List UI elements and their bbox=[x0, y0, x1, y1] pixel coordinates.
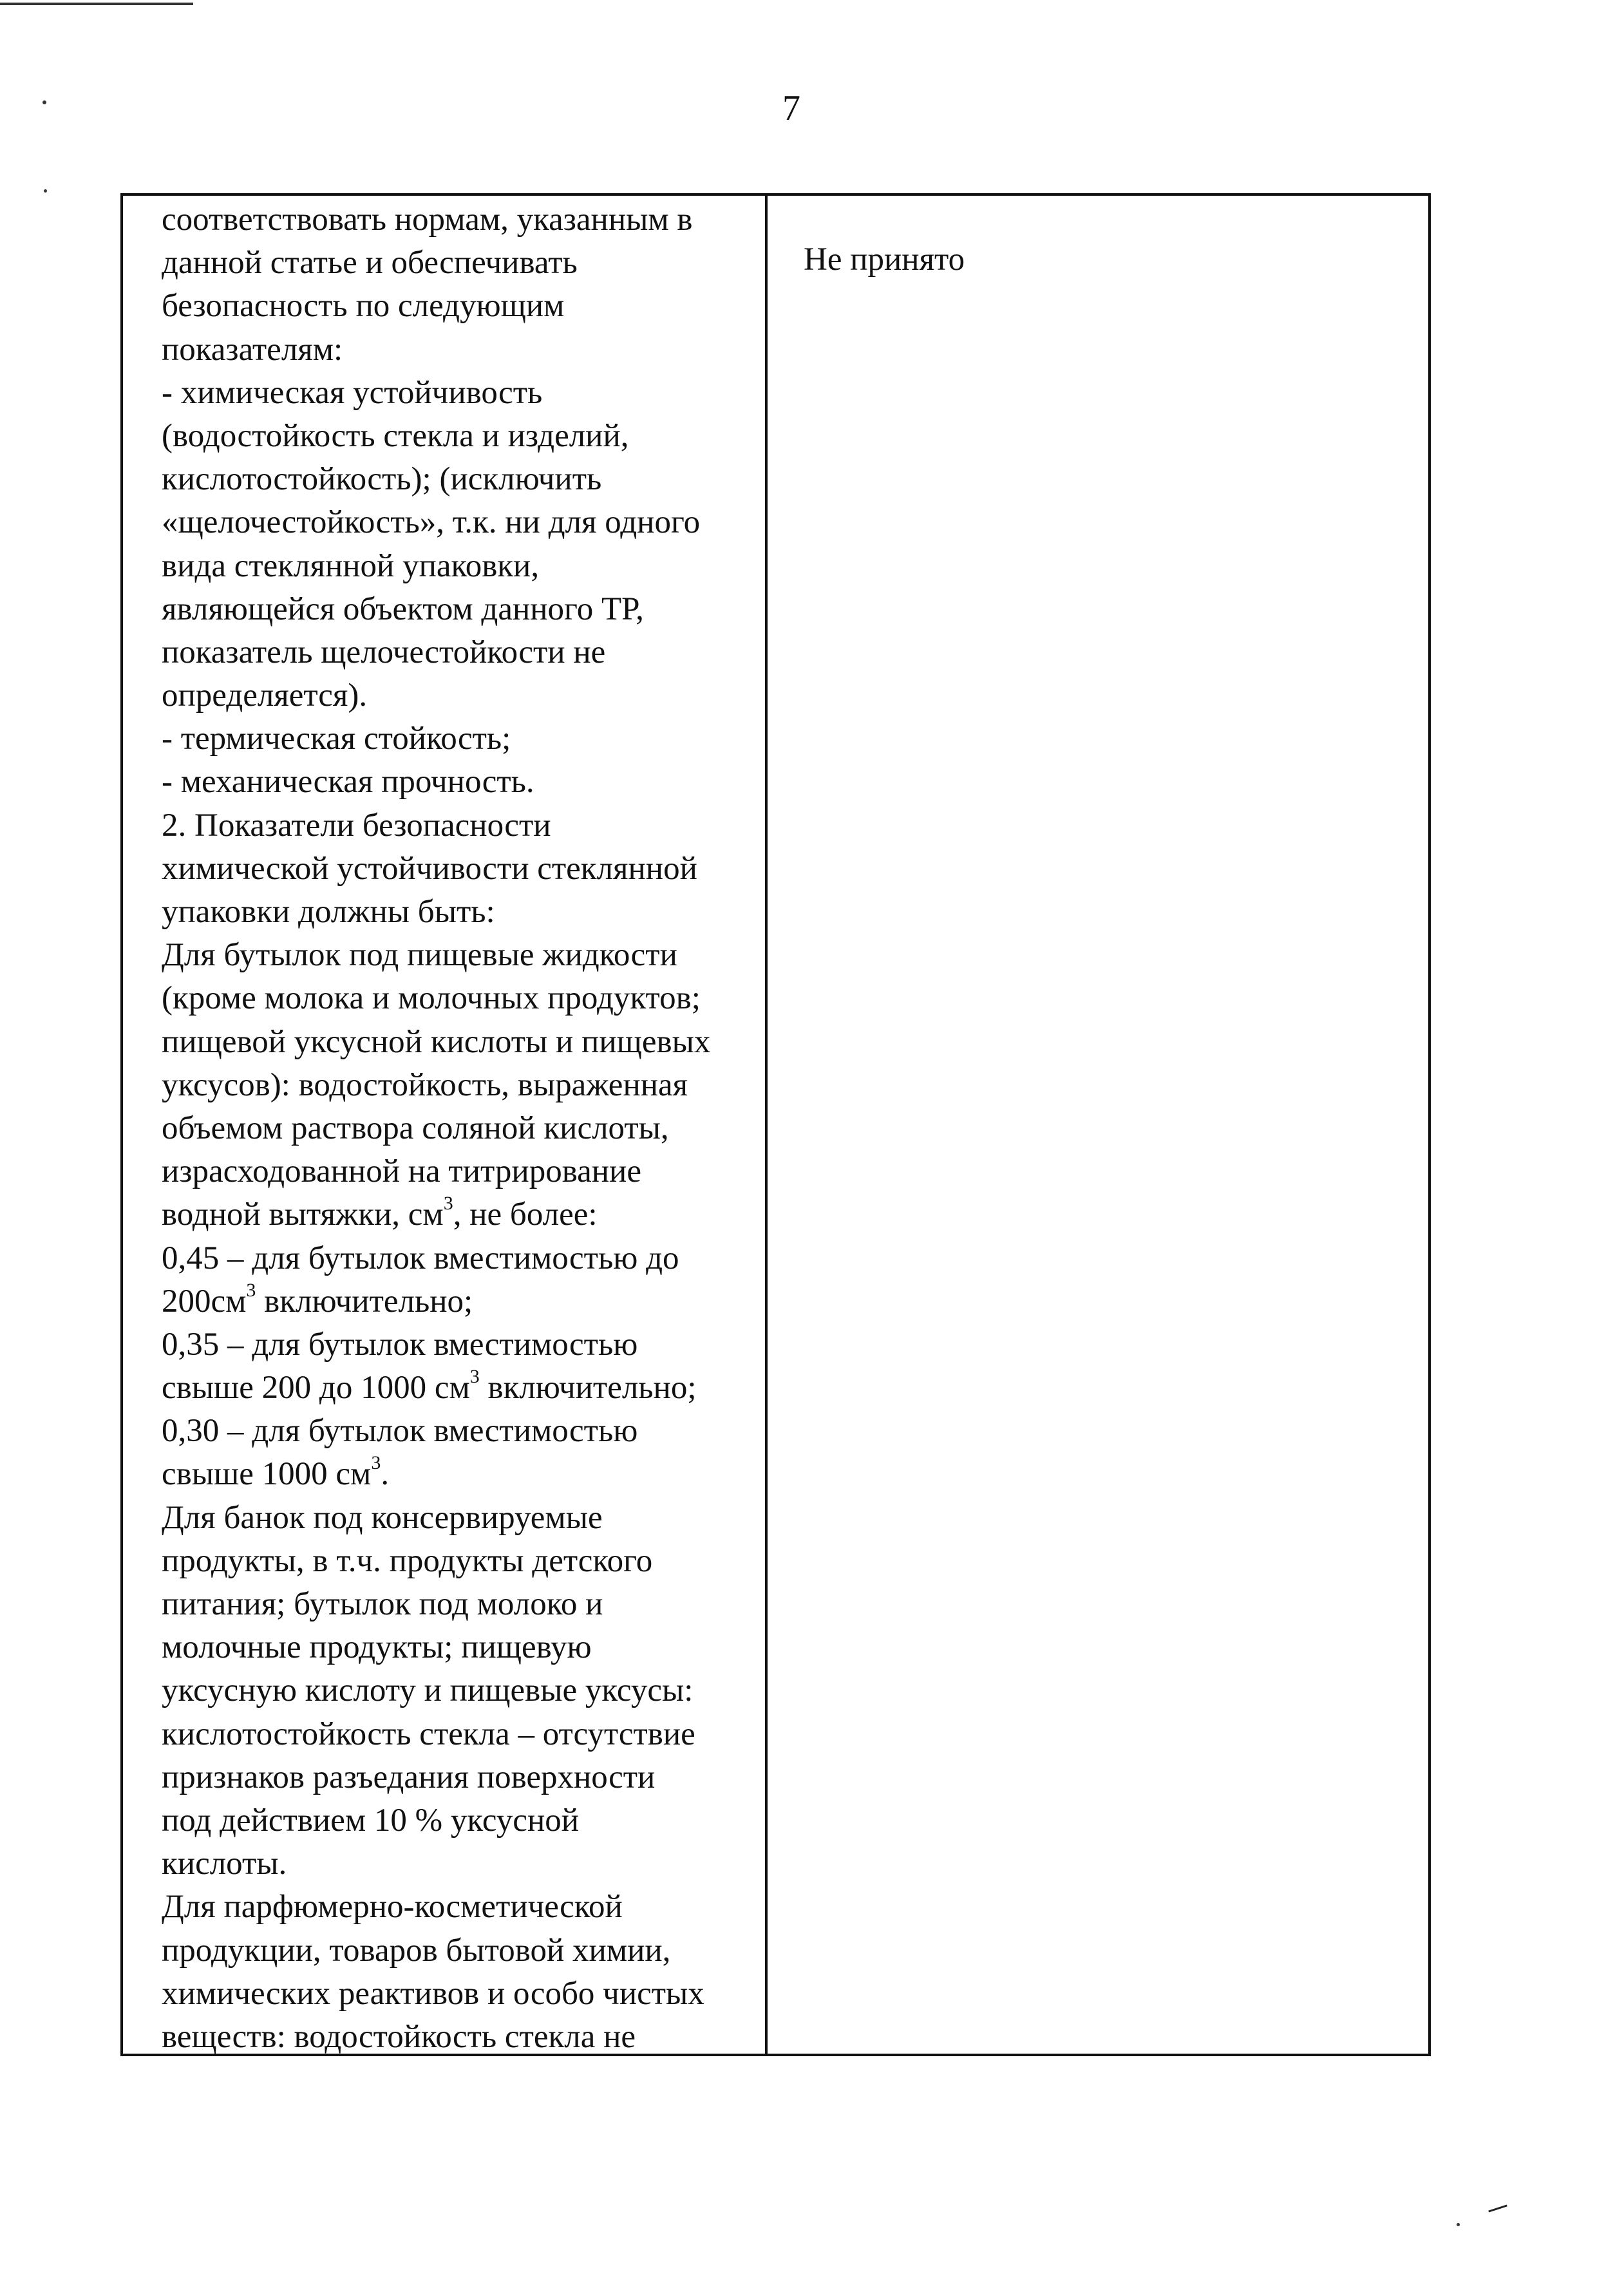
line-text: кислотостойкость); (исключить bbox=[162, 461, 602, 498]
scan-dot-3 bbox=[1457, 2223, 1460, 2226]
superscript: 3 bbox=[246, 1279, 256, 1301]
line-text: определяется). bbox=[162, 677, 368, 714]
text-line bbox=[162, 1237, 760, 1280]
superscript: 3 bbox=[443, 1193, 453, 1215]
decision-text: Не принято bbox=[804, 241, 965, 278]
text-line bbox=[162, 1972, 760, 2016]
column-divider bbox=[765, 196, 768, 2054]
page-number: 7 bbox=[782, 88, 800, 128]
line-text: - механическая прочность. bbox=[162, 764, 534, 800]
line-text: продукции, товаров бытовой химии, bbox=[162, 1932, 671, 1969]
line-text: данной статье и обеспечивать bbox=[162, 245, 578, 281]
line-text: химической устойчивости стеклянной bbox=[162, 850, 697, 887]
text-line bbox=[162, 717, 760, 761]
text-line bbox=[162, 1367, 760, 1410]
line-text-after: включительно; bbox=[479, 1370, 697, 1406]
line-text: химических реактивов и особо чистых bbox=[162, 1975, 704, 2012]
scan-top-rule bbox=[0, 3, 193, 5]
text-line bbox=[162, 1410, 760, 1453]
line-text: веществ: водостойкость стекла не bbox=[162, 2018, 636, 2055]
text-line bbox=[162, 1842, 760, 1886]
text-line bbox=[162, 1193, 760, 1236]
line-text: 200см bbox=[162, 1283, 247, 1319]
line-text: упаковки должны быть: bbox=[162, 894, 495, 930]
text-line bbox=[162, 761, 760, 804]
text-line bbox=[162, 198, 760, 241]
text-line bbox=[162, 241, 760, 285]
line-text: - химическая устойчивость bbox=[162, 374, 543, 411]
text-line bbox=[162, 1021, 760, 1064]
superscript: 3 bbox=[371, 1452, 381, 1474]
line-text: продукты, в т.ч. продукты детского bbox=[162, 1542, 653, 1579]
text-line bbox=[162, 545, 760, 588]
line-text: под действием 10 % уксусной bbox=[162, 1802, 580, 1839]
text-line bbox=[162, 804, 760, 847]
text-line bbox=[162, 1799, 760, 1842]
text-line bbox=[162, 458, 760, 501]
text-line bbox=[162, 631, 760, 674]
line-text: уксусов): водостойкость, выраженная bbox=[162, 1066, 688, 1103]
text-line bbox=[162, 1669, 760, 1712]
line-text: свыше 1000 см bbox=[162, 1456, 372, 1493]
text-line bbox=[162, 372, 760, 415]
line-text: 0,45 – для бутылок вместимостью до bbox=[162, 1240, 679, 1276]
line-text: питания; бутылок под молоко и bbox=[162, 1586, 603, 1622]
text-line bbox=[162, 1626, 760, 1669]
line-text: молочные продукты; пищевую bbox=[162, 1629, 592, 1666]
line-text: кислоты. bbox=[162, 1846, 287, 1882]
text-line bbox=[162, 1150, 760, 1193]
text-line bbox=[162, 1064, 760, 1107]
text-line bbox=[162, 415, 760, 458]
line-text: показатель щелочестойкости не bbox=[162, 634, 606, 670]
text-line bbox=[162, 1107, 760, 1150]
line-text: являющейся объектом данного ТР, bbox=[162, 591, 644, 627]
line-text: объемом раствора соляной кислоты, bbox=[162, 1110, 669, 1146]
line-text: пищевой уксусной кислоты и пищевых bbox=[162, 1023, 711, 1060]
scan-dot-2 bbox=[44, 189, 47, 193]
text-line bbox=[162, 1540, 760, 1583]
line-text: 2. Показатели безопасности bbox=[162, 807, 551, 844]
line-text: Для банок под консервируемые bbox=[162, 1499, 603, 1536]
line-text: - термическая стойкость; bbox=[162, 721, 511, 757]
text-line bbox=[162, 1929, 760, 1972]
text-line bbox=[162, 1453, 760, 1496]
line-text: (кроме молока и молочных продуктов; bbox=[162, 980, 701, 1017]
text-line bbox=[162, 1280, 760, 1323]
superscript: 3 bbox=[469, 1366, 480, 1388]
line-text: уксусную кислоту и пищевые уксусы: bbox=[162, 1672, 694, 1709]
pen-mark bbox=[1488, 2204, 1507, 2212]
line-text: «щелочестойкость», т.к. ни для одного bbox=[162, 504, 701, 541]
text-line bbox=[162, 934, 760, 977]
text-line bbox=[162, 674, 760, 717]
line-text: признаков разъедания поверхности bbox=[162, 1759, 656, 1795]
text-line bbox=[162, 1886, 760, 1929]
line-text: кислотостойкость стекла – отсутствие bbox=[162, 1716, 695, 1752]
line-text: израсходованной на титрирование bbox=[162, 1153, 641, 1190]
text-line bbox=[162, 2016, 760, 2059]
text-line bbox=[162, 1713, 760, 1756]
line-text: соответствовать нормам, указанным в bbox=[162, 202, 693, 238]
line-text-after: . bbox=[381, 1456, 390, 1493]
text-line bbox=[162, 328, 760, 372]
line-text: 0,35 – для бутылок вместимостью bbox=[162, 1326, 638, 1363]
scan-dot-1 bbox=[42, 100, 46, 104]
line-text: водной вытяжки, см bbox=[162, 1196, 444, 1233]
decision-cell bbox=[804, 238, 1409, 281]
text-line bbox=[162, 847, 760, 891]
line-text: Для бутылок под пищевые жидкости bbox=[162, 937, 677, 974]
text-line bbox=[162, 977, 760, 1020]
text-line bbox=[162, 891, 760, 934]
text-line bbox=[162, 588, 760, 631]
text-line bbox=[162, 1583, 760, 1626]
line-text: свыше 200 до 1000 см bbox=[162, 1370, 470, 1406]
line-text: (водостойкость стекла и изделий, bbox=[162, 417, 629, 454]
text-line bbox=[162, 1756, 760, 1799]
text-line bbox=[162, 1497, 760, 1540]
text-line bbox=[162, 1323, 760, 1367]
comments-table bbox=[120, 193, 1431, 2056]
line-text: Для парфюмерно-косметической bbox=[162, 1889, 623, 1925]
text-line bbox=[162, 501, 760, 544]
line-text: вида стеклянной упаковки, bbox=[162, 547, 540, 584]
line-text: безопасность по следующим bbox=[162, 288, 565, 325]
line-text-after: , не более: bbox=[453, 1196, 598, 1233]
line-text-after: включительно; bbox=[256, 1283, 473, 1319]
line-text: показателям: bbox=[162, 331, 343, 368]
line-text: 0,30 – для бутылок вместимостью bbox=[162, 1413, 638, 1450]
proposal-text-cell bbox=[162, 198, 760, 2059]
text-line bbox=[162, 285, 760, 328]
